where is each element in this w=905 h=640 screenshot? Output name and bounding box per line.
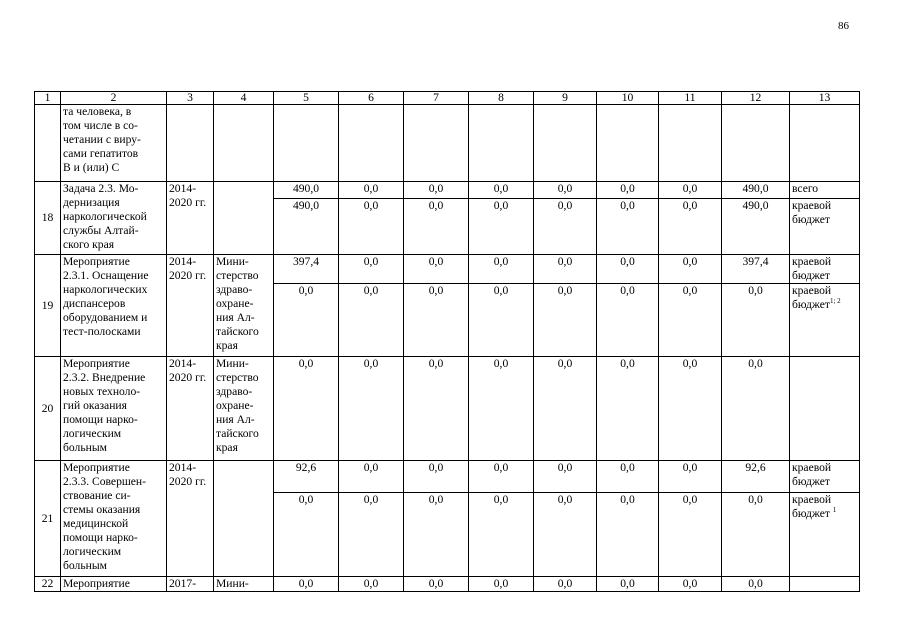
value-cell: 0,0 bbox=[597, 493, 659, 577]
col-header: 4 bbox=[214, 92, 274, 105]
value-cell: 0,0 bbox=[597, 182, 659, 199]
value-cell: 0,0 bbox=[404, 284, 469, 357]
value-cell: 0,0 bbox=[597, 284, 659, 357]
value-cell: 0,0 bbox=[659, 255, 722, 284]
value-cell: 0,0 bbox=[534, 182, 597, 199]
funding-source: всего bbox=[790, 182, 860, 199]
value-cell: 0,0 bbox=[659, 357, 722, 461]
row-number: 22 bbox=[35, 577, 61, 592]
value-cell: 0,0 bbox=[534, 357, 597, 461]
value-cell: 0,0 bbox=[469, 493, 534, 577]
value-cell: 0,0 bbox=[597, 461, 659, 493]
col-header: 13 bbox=[790, 92, 860, 105]
col-header: 2 bbox=[61, 92, 167, 105]
row-number: 21 bbox=[35, 461, 61, 577]
value-cell: 0,0 bbox=[469, 461, 534, 493]
value-cell: 0,0 bbox=[339, 357, 404, 461]
value-cell: 0,0 bbox=[469, 255, 534, 284]
value-cell: 0,0 bbox=[404, 199, 469, 255]
column-numbers-row bbox=[35, 92, 860, 105]
measure-name: Мероприятие 2.3.3. Совершен- ствование си- стемы оказания медицинской помощи нарко- логическим больным bbox=[61, 461, 167, 577]
value-cell: 0,0 bbox=[597, 199, 659, 255]
measure-name: Мероприятие 2.3.2. Внедрение новых техноло- гий оказания помощи нарко- логическим больным bbox=[61, 357, 167, 461]
col-header: 12 bbox=[722, 92, 790, 105]
value-cell: 0,0 bbox=[404, 577, 469, 592]
value-cell: 0,0 bbox=[534, 255, 597, 284]
value-cell: 0,0 bbox=[597, 357, 659, 461]
value-cell: 0,0 bbox=[534, 199, 597, 255]
value-cell: 397,4 bbox=[722, 255, 790, 284]
value-cell: 0,0 bbox=[722, 284, 790, 357]
value-cell: 0,0 bbox=[404, 461, 469, 493]
row-number: 18 bbox=[35, 182, 61, 255]
table-row bbox=[35, 577, 860, 592]
value-cell: 0,0 bbox=[274, 357, 339, 461]
value-cell: 0,0 bbox=[659, 577, 722, 592]
row-number: 19 bbox=[35, 255, 61, 357]
period: 2014- 2020 гг. bbox=[167, 357, 214, 461]
value-cell: 490,0 bbox=[722, 182, 790, 199]
period: 2014- 2020 гг. bbox=[167, 255, 214, 357]
executor bbox=[214, 182, 274, 255]
footnote-mark: 1 bbox=[832, 506, 837, 515]
col-header: 10 bbox=[597, 92, 659, 105]
program-table bbox=[34, 91, 860, 592]
value-cell: 490,0 bbox=[274, 199, 339, 255]
funding-source bbox=[790, 284, 860, 357]
table-row bbox=[35, 461, 860, 493]
table-row bbox=[35, 255, 860, 284]
value-cell: 0,0 bbox=[534, 461, 597, 493]
col-header: 3 bbox=[167, 92, 214, 105]
measure-name: Мероприятие 2.3.1. Оснащение наркологических диспансеров оборудованием и тест-полосками bbox=[61, 255, 167, 357]
value-cell: 0,0 bbox=[659, 284, 722, 357]
value-cell: 0,0 bbox=[404, 493, 469, 577]
value-cell: 0,0 bbox=[597, 255, 659, 284]
funding-source-text: краевой бюджет bbox=[792, 493, 832, 520]
footnote-mark: 1; 2 bbox=[829, 297, 841, 306]
period: 2014- 2020 гг. bbox=[167, 461, 214, 577]
value-cell: 0,0 bbox=[339, 284, 404, 357]
executor bbox=[214, 461, 274, 577]
funding-source: краевой бюджет bbox=[790, 461, 860, 493]
executor: Мини- стерство здраво- охране- ния Ал- тайского края bbox=[214, 357, 274, 461]
funding-source: краевой бюджет bbox=[790, 199, 860, 255]
col-header: 7 bbox=[404, 92, 469, 105]
funding-source: краевой бюджет bbox=[790, 255, 860, 284]
value-cell: 0,0 bbox=[722, 357, 790, 461]
value-cell: 92,6 bbox=[274, 461, 339, 493]
col-header: 5 bbox=[274, 92, 339, 105]
row-number: 20 bbox=[35, 357, 61, 461]
value-cell: 0,0 bbox=[274, 284, 339, 357]
value-cell: 0,0 bbox=[469, 357, 534, 461]
value-cell: 0,0 bbox=[339, 493, 404, 577]
col-header: 8 bbox=[469, 92, 534, 105]
value-cell: 0,0 bbox=[404, 357, 469, 461]
value-cell: 0,0 bbox=[274, 493, 339, 577]
measure-name: та человека, в том числе в со- четании с виру- сами гепатитов В и (или) С bbox=[61, 105, 167, 182]
value-cell: 490,0 bbox=[722, 199, 790, 255]
measure-name: Задача 2.3. Мо- дернизация наркологической службы Алтай- ского края bbox=[61, 182, 167, 255]
funding-source bbox=[790, 357, 860, 461]
value-cell: 0,0 bbox=[274, 577, 339, 592]
value-cell: 0,0 bbox=[469, 284, 534, 357]
col-header: 11 bbox=[659, 92, 722, 105]
value-cell: 0,0 bbox=[534, 577, 597, 592]
executor: Мини- bbox=[214, 577, 274, 592]
value-cell: 0,0 bbox=[659, 493, 722, 577]
value-cell: 0,0 bbox=[722, 493, 790, 577]
col-header: 6 bbox=[339, 92, 404, 105]
value-cell: 0,0 bbox=[339, 461, 404, 493]
value-cell: 0,0 bbox=[404, 255, 469, 284]
value-cell: 0,0 bbox=[339, 199, 404, 255]
value-cell: 0,0 bbox=[597, 577, 659, 592]
table-row bbox=[35, 105, 860, 182]
value-cell: 0,0 bbox=[659, 461, 722, 493]
value-cell: 0,0 bbox=[339, 255, 404, 284]
page-number: 86 bbox=[838, 20, 849, 32]
value-cell: 0,0 bbox=[339, 577, 404, 592]
value-cell: 0,0 bbox=[659, 199, 722, 255]
period: 2017- bbox=[167, 577, 214, 592]
value-cell: 0,0 bbox=[722, 577, 790, 592]
funding-source bbox=[790, 577, 860, 592]
value-cell: 0,0 bbox=[404, 182, 469, 199]
value-cell: 92,6 bbox=[722, 461, 790, 493]
value-cell: 0,0 bbox=[534, 284, 597, 357]
table-row bbox=[35, 182, 860, 199]
value-cell: 0,0 bbox=[659, 182, 722, 199]
measure-name: Мероприятие bbox=[61, 577, 167, 592]
table-row bbox=[35, 357, 860, 461]
value-cell: 0,0 bbox=[534, 493, 597, 577]
col-header: 9 bbox=[534, 92, 597, 105]
value-cell: 0,0 bbox=[469, 182, 534, 199]
executor: Мини- стерство здраво- охране- ния Ал- тайского края bbox=[214, 255, 274, 357]
value-cell: 0,0 bbox=[469, 577, 534, 592]
funding-source-text: краевой бюджет bbox=[792, 284, 832, 311]
value-cell: 0,0 bbox=[469, 199, 534, 255]
value-cell: 0,0 bbox=[339, 182, 404, 199]
value-cell: 397,4 bbox=[274, 255, 339, 284]
funding-source bbox=[790, 493, 860, 577]
col-header: 1 bbox=[35, 92, 61, 105]
period: 2014- 2020 гг. bbox=[167, 182, 214, 255]
value-cell: 490,0 bbox=[274, 182, 339, 199]
